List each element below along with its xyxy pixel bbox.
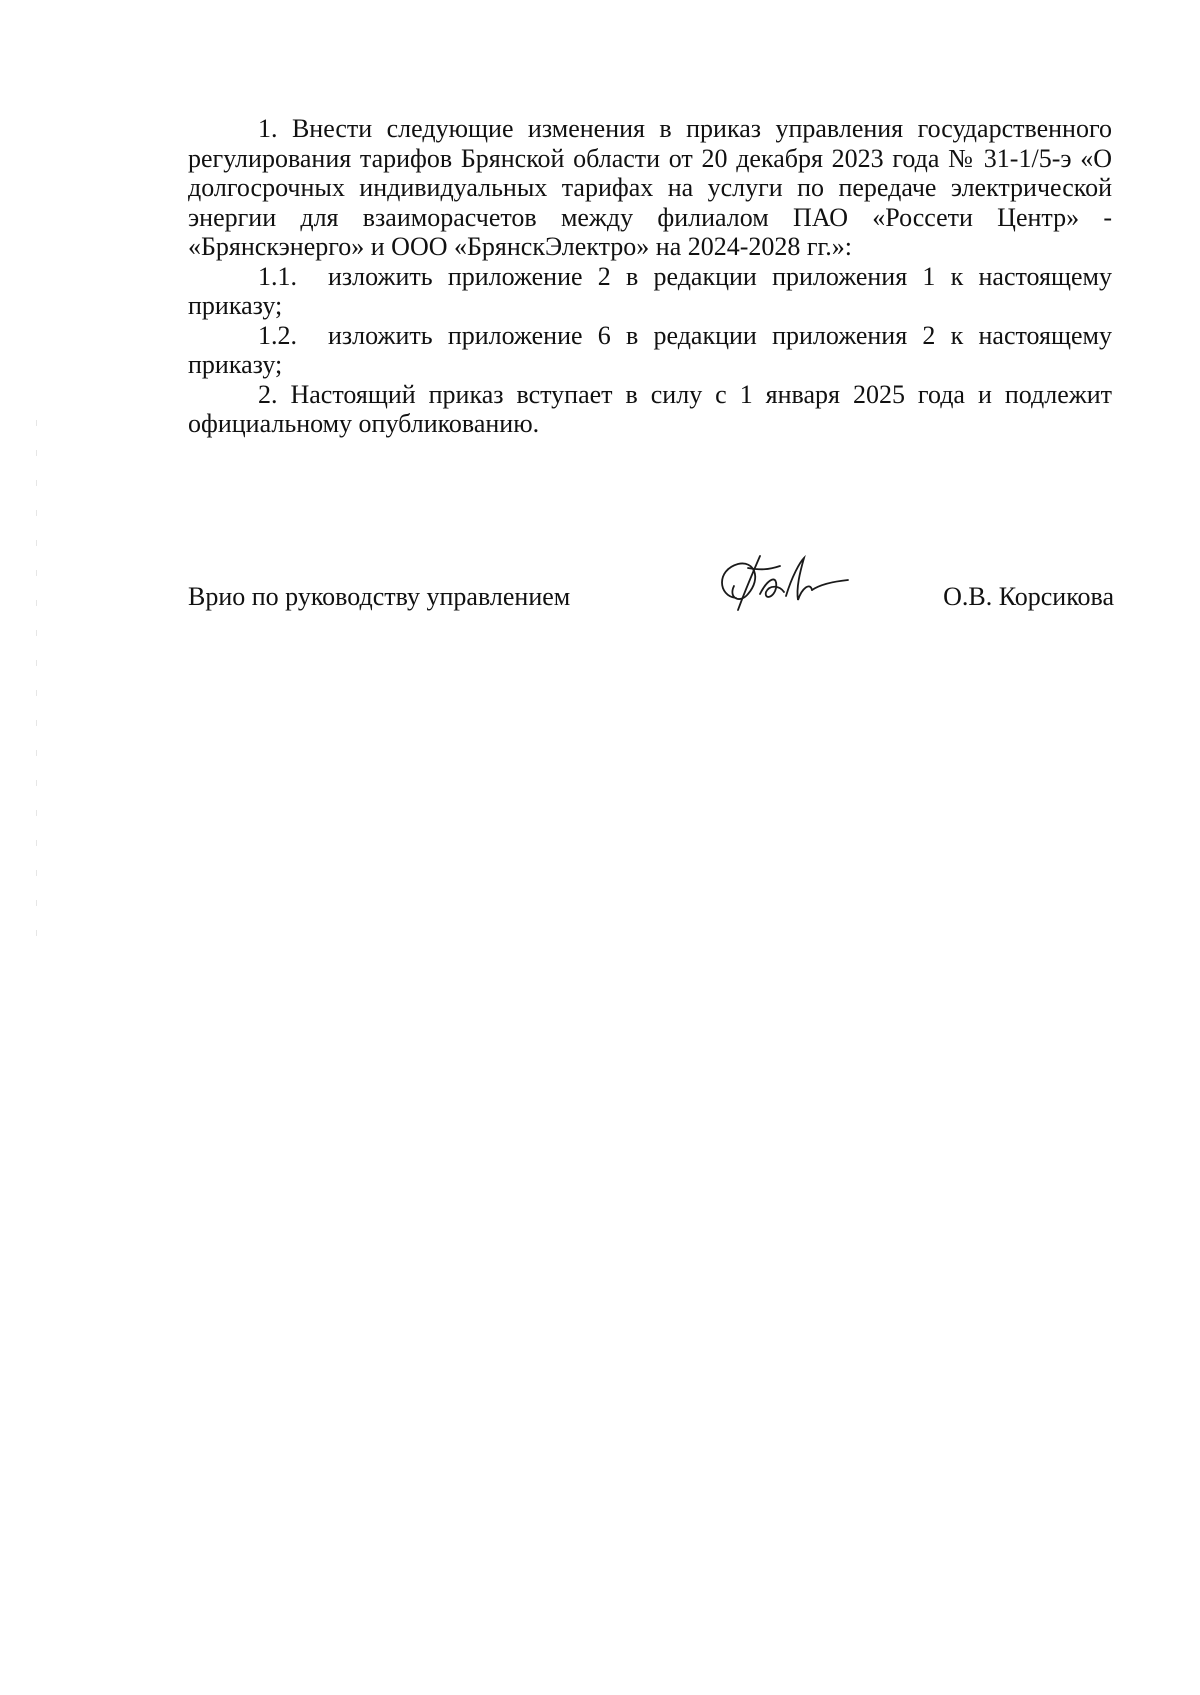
signature-block bbox=[188, 548, 1114, 638]
handwritten-signature bbox=[708, 548, 868, 628]
paragraph-1-1 bbox=[188, 262, 1112, 321]
paragraph-2 bbox=[188, 380, 1112, 439]
paragraph-1-2 bbox=[188, 321, 1112, 380]
paragraph-1 bbox=[188, 114, 1112, 262]
signatory-name: О.В. Корсикова bbox=[943, 582, 1114, 611]
paragraph-1-2-number: 1.2. bbox=[258, 320, 297, 350]
paragraph-1-text: 1. Внести следующие изменения в приказ управления государственного регулирования тарифов Брянской области от 20 декабря 2023 года № 31-1/5-э «О долгосрочных индивидуальных тарифах на услуги по передаче электрической энергии для взаиморасчетов между филиалом ПАО «Россети Центр» - «Брянскэнерго» и ООО «БрянскЭлектро» на 2024-2028 гг.»: bbox=[188, 114, 1112, 261]
scan-edge-artifact bbox=[36, 420, 37, 960]
paragraph-1-1-text: изложить приложение 2 в редакции приложения 1 к настоящему приказу; bbox=[188, 261, 1112, 320]
paragraph-1-2-text: изложить приложение 6 в редакции приложения 2 к настоящему приказу; bbox=[188, 320, 1112, 379]
signatory-position: Врио по руководству управлением bbox=[188, 582, 571, 611]
document-body bbox=[188, 114, 1112, 439]
paragraph-2-text: 2. Настоящий приказ вступает в силу с 1 января 2025 года и подлежит официальному опубликованию. bbox=[188, 379, 1112, 438]
paragraph-1-1-number: 1.1. bbox=[258, 261, 297, 291]
